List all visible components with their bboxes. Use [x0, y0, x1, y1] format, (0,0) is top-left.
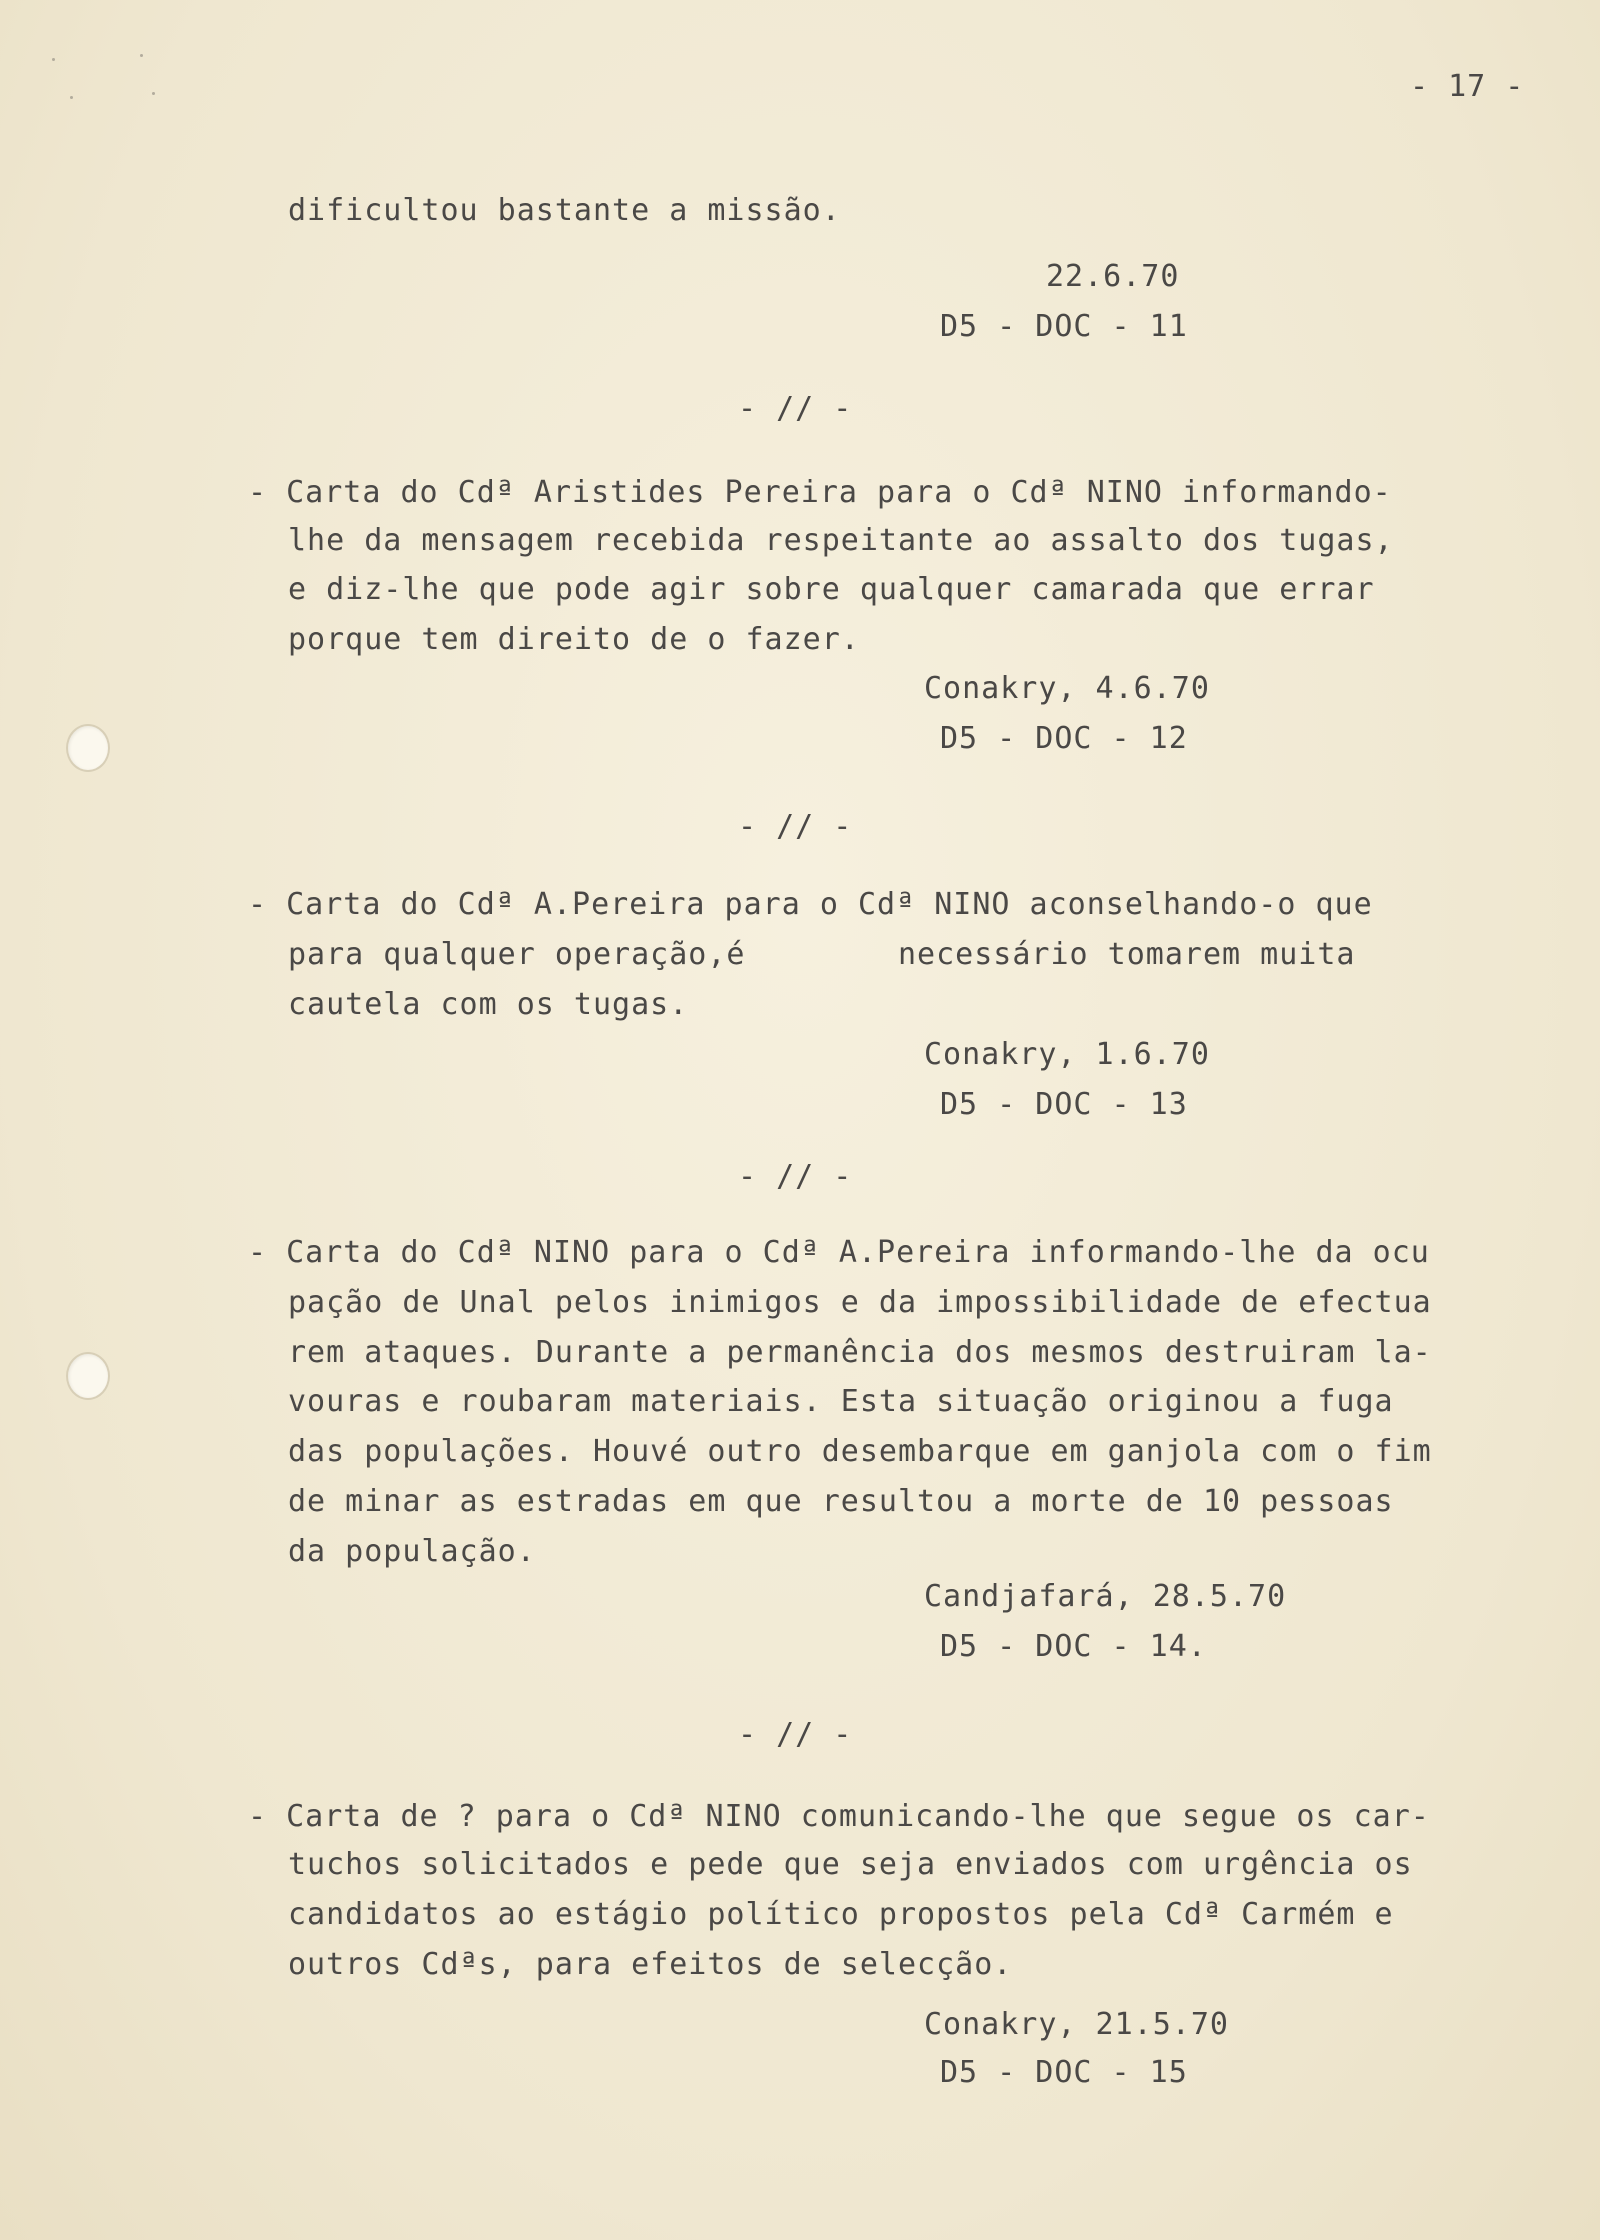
- entry-text-line: rem ataques. Durante a permanência dos mesmos destruiram la-: [288, 1335, 1432, 1370]
- paper-speck: [70, 96, 73, 99]
- entry-text-line: tuchos solicitados e pede que seja enviados com urgência os: [288, 1847, 1413, 1882]
- entry-text-line: das populações. Houvé outro desembarque em ganjola com o fim: [288, 1434, 1432, 1469]
- paper-speck: [140, 54, 143, 57]
- entry-date: Conakry, 21.5.70: [924, 2007, 1229, 2042]
- punch-hole: [66, 724, 110, 772]
- entry-text-line: vouras e roubaram materiais. Esta situação originou a fuga: [288, 1384, 1394, 1419]
- entry-date: Conakry, 1.6.70: [924, 1037, 1210, 1072]
- entry-text-line: cautela com os tugas.: [288, 987, 689, 1022]
- paper-speck: [52, 58, 55, 61]
- entry-text-line: outros Cdªs, para efeitos de selecção.: [288, 1947, 1013, 1982]
- entry-date: Conakry, 4.6.70: [924, 671, 1210, 706]
- entry-date: Candjafará, 28.5.70: [924, 1579, 1287, 1614]
- paper-speck: [152, 92, 155, 95]
- entry-reference: D5 - DOC - 11: [940, 309, 1188, 344]
- entry-reference: D5 - DOC - 14.: [940, 1629, 1207, 1664]
- entry-text-line: lhe da mensagem recebida respeitante ao assalto dos tugas,: [288, 523, 1394, 558]
- punch-hole: [66, 1352, 110, 1400]
- entry-text-line: para qualquer operação,é necessário tomarem muita: [288, 937, 1356, 972]
- entry-text-line: pação de Unal pelos inimigos e da impossibilidade de efectua: [288, 1285, 1432, 1320]
- section-separator: - // -: [738, 1159, 853, 1194]
- entry-text-line: - Carta do Cdª A.Pereira para o Cdª NINO aconselhando-o que: [248, 887, 1373, 922]
- page-number: - 17 -: [1410, 69, 1525, 104]
- section-separator: - // -: [738, 391, 853, 426]
- entry-text-line: - Carta do Cdª NINO para o Cdª A.Pereira informando-lhe da ocu: [248, 1235, 1430, 1270]
- entry-date: 22.6.70: [1046, 259, 1180, 294]
- entry-reference: D5 - DOC - 15: [940, 2055, 1188, 2090]
- continuation-line: dificultou bastante a missão.: [288, 193, 841, 228]
- section-separator: - // -: [738, 809, 853, 844]
- entry-text-line: - Carta do Cdª Aristides Pereira para o Cdª NINO informando-: [248, 475, 1392, 510]
- entry-reference: D5 - DOC - 12: [940, 721, 1188, 756]
- entry-text-line: e diz-lhe que pode agir sobre qualquer camarada que errar: [288, 572, 1375, 607]
- section-separator: - // -: [738, 1717, 853, 1752]
- entry-text-line: de minar as estradas em que resultou a morte de 10 pessoas: [288, 1484, 1394, 1519]
- entry-reference: D5 - DOC - 13: [940, 1087, 1188, 1122]
- entry-text-line: porque tem direito de o fazer.: [288, 622, 860, 657]
- entry-text-line: da população.: [288, 1534, 536, 1569]
- entry-text-line: candidatos ao estágio político propostos pela Cdª Carmém e: [288, 1897, 1394, 1932]
- entry-text-line: - Carta de ? para o Cdª NINO comunicando-lhe que segue os car-: [248, 1799, 1430, 1834]
